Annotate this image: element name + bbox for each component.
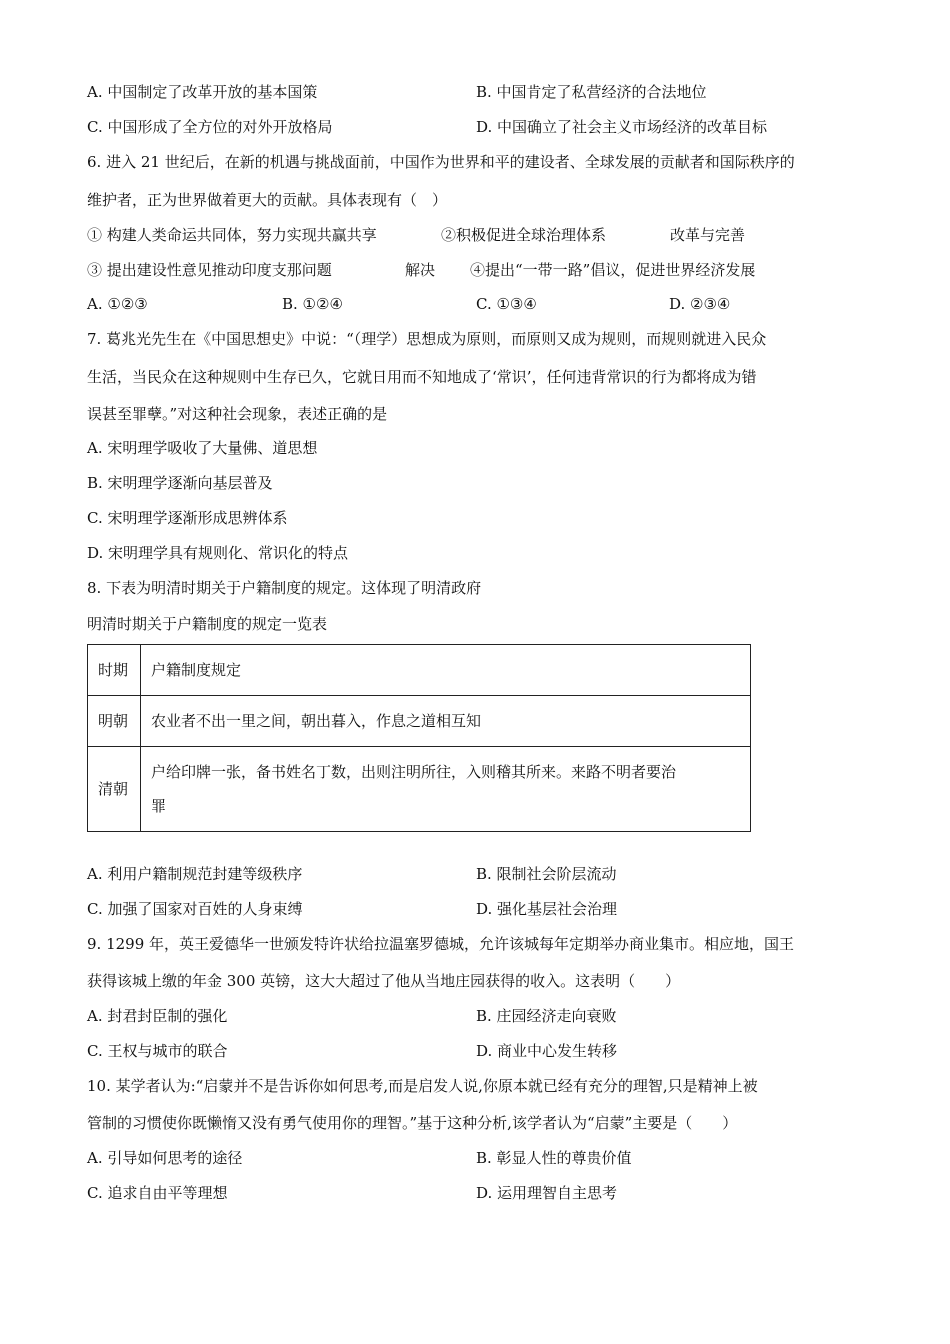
q10-option-a: A. 引导如何思考的途径 [87, 1149, 243, 1167]
q9-option-c: C. 王权与城市的联合 [87, 1042, 228, 1060]
q10-stem-line-2: 管制的习惯使你既懒惰又没有勇气使用你的理智。”基于这种分析,该学者认为“启蒙”主要是（ ） [87, 1114, 738, 1132]
q9-option-a: A. 封君封臣制的强化 [87, 1007, 228, 1025]
table-row [88, 747, 751, 832]
q5-option-a: A. 中国制定了改革开放的基本国策 [87, 83, 318, 101]
q6-item-2: ②积极促进全球治理体系 [441, 226, 607, 244]
q6-item-3-continued: 解决 [405, 261, 436, 279]
q9-option-b: B. 庄园经济走向衰败 [476, 1007, 617, 1025]
table-row [88, 696, 751, 747]
table-cell-rule-line-1: 户给印牌一张，备书姓名丁数，出则注明所往，入则稽其所来。来路不明者要治 [151, 763, 677, 781]
q7-stem-line-3: 误甚至罪孽。”对这种社会现象，表述正确的是 [87, 405, 388, 423]
q6-option-d: D. ②③④ [669, 295, 731, 313]
q7-option-d: D. 宋明理学具有规则化、常识化的特点 [87, 544, 349, 562]
table-cell-period: 明朝 [88, 696, 141, 747]
q10-option-d: D. 运用理智自主思考 [476, 1184, 618, 1202]
table-cell-rule [141, 747, 751, 832]
q10-stem-line-1: 10. 某学者认为:“启蒙并不是告诉你如何思考,而是启发人说,你原本就已经有充分的理智,只是精神上被 [87, 1077, 758, 1095]
q9-option-d: D. 商业中心发生转移 [476, 1042, 618, 1060]
q6-item-3: ③ 提出建设性意见推动印度支那问题 [87, 261, 332, 279]
q8-stem: 8. 下表为明清时期关于户籍制度的规定。这体现了明清政府 [87, 579, 482, 597]
q8-table-caption: 明清时期关于户籍制度的规定一览表 [87, 615, 328, 633]
q6-item-1: ① 构建人类命运共同体，努力实现共赢共享 [87, 226, 377, 244]
q6-stem-line-2: 维护者，正为世界做着更大的贡献。具体表现有（ ） [87, 191, 448, 209]
q7-option-a: A. 宋明理学吸收了大量佛、道思想 [87, 439, 318, 457]
q10-option-b: B. 彰显人性的尊贵价值 [476, 1149, 632, 1167]
q5-option-d: D. 中国确立了社会主义市场经济的改革目标 [476, 118, 768, 136]
q7-stem-line-2: 生活，当民众在这种规则中生存已久，它就日用而不知地成了‘常识’，任何违背常识的行为都将成为错 [87, 368, 757, 386]
q7-stem-line-1: 7. 葛兆光先生在《中国思想史》中说：“（理学）思想成为原则，而原则又成为规则，而规则就进入民众 [87, 330, 767, 348]
q8-option-a: A. 利用户籍制规范封建等级秩序 [87, 865, 303, 883]
q6-option-b: B. ①②④ [282, 295, 343, 313]
q9-stem-line-1: 9. 1299 年，英王爱德华一世颁发特许状给拉温塞罗德城，允许该城每年定期举办商业集市。相应地，国王 [87, 935, 795, 953]
table-cell-rule-line-2: 罪 [151, 797, 167, 815]
table-cell-rule: 农业者不出一里之间，朝出暮入，作息之道相互知 [141, 696, 751, 747]
q6-option-a: A. ①②③ [87, 295, 148, 313]
q5-option-b: B. 中国肯定了私营经济的合法地位 [476, 83, 707, 101]
table-header-rule: 户籍制度规定 [141, 645, 751, 696]
q8-option-c: C. 加强了国家对百姓的人身束缚 [87, 900, 303, 918]
q5-option-c: C. 中国形成了全方位的对外开放格局 [87, 118, 333, 136]
q6-item-4: ④提出“一带一路”倡议，促进世界经济发展 [470, 261, 756, 279]
hukou-table [87, 644, 751, 832]
q9-stem-line-2: 获得该城上缴的年金 300 英镑，这大大超过了他从当地庄园获得的收入。这表明（ ） [87, 972, 681, 990]
q8-option-b: B. 限制社会阶层流动 [476, 865, 617, 883]
q6-stem-line-1: 6. 进入 21 世纪后，在新的机遇与挑战面前，中国作为世界和平的建设者、全球发展的贡献者和国际秩序的 [87, 153, 795, 171]
table-cell-period: 清朝 [88, 747, 141, 832]
q8-option-d: D. 强化基层社会治理 [476, 900, 618, 918]
q7-option-c: C. 宋明理学逐渐形成思辨体系 [87, 509, 288, 527]
q6-option-c: C. ①③④ [476, 295, 537, 313]
table-header-row [88, 645, 751, 696]
q6-item-2-continued: 改革与完善 [670, 226, 746, 244]
q10-option-c: C. 追求自由平等理想 [87, 1184, 228, 1202]
table-header-period: 时期 [88, 645, 141, 696]
q7-option-b: B. 宋明理学逐渐向基层普及 [87, 474, 273, 492]
